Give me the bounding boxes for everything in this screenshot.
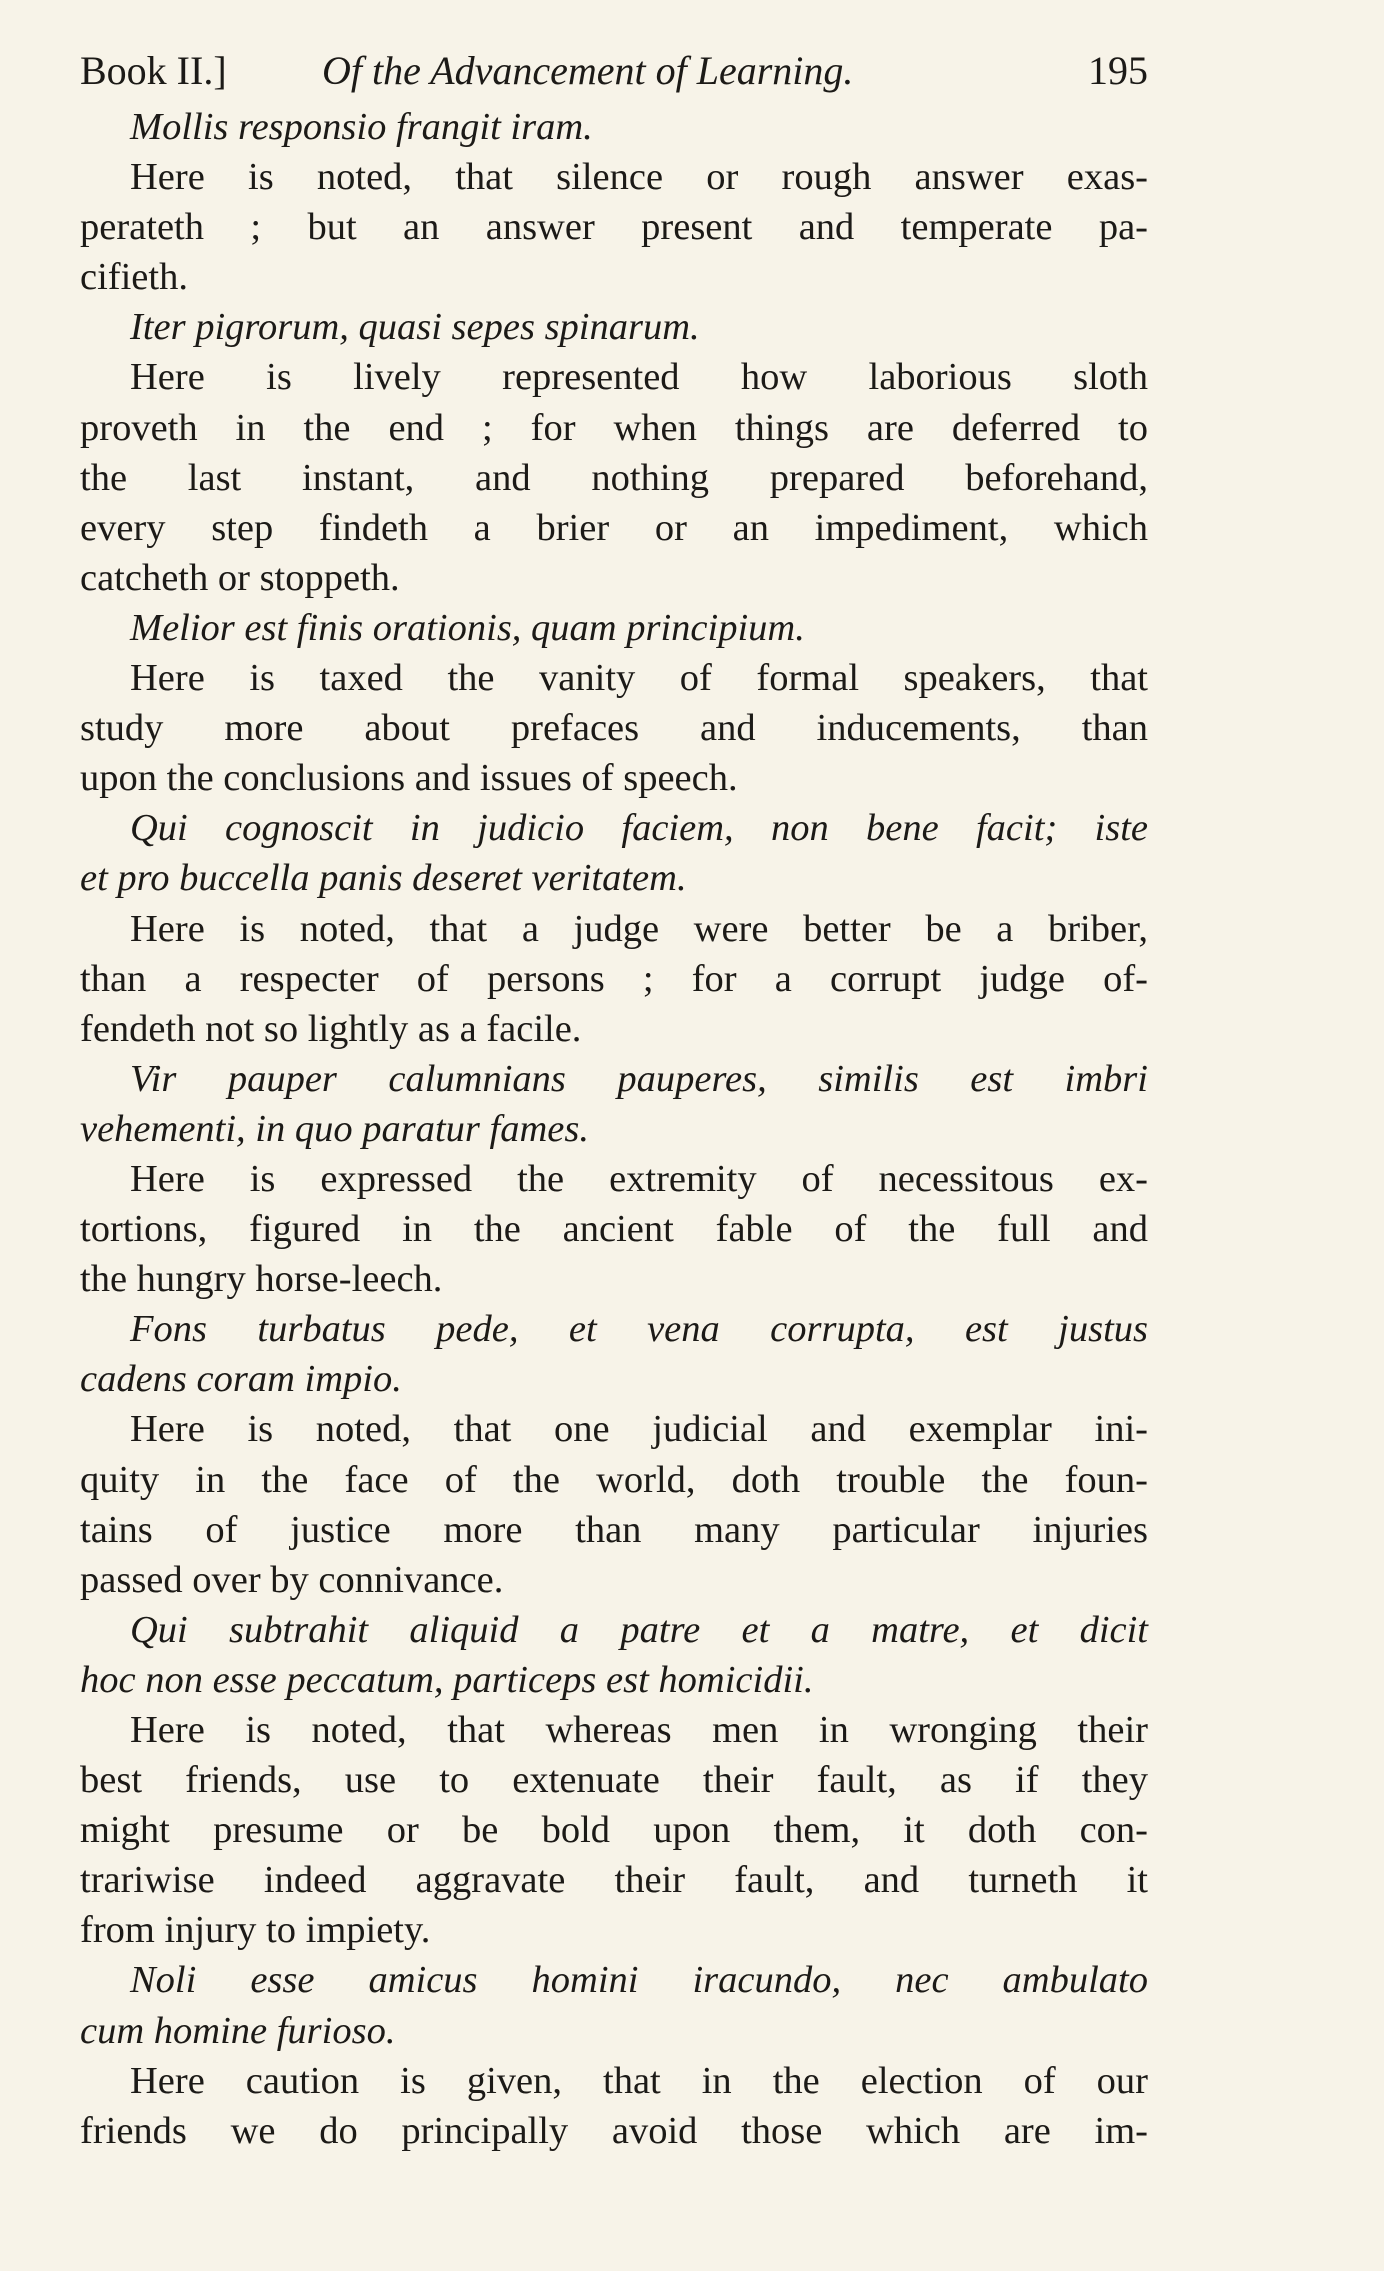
book-label: Book II.] — [80, 48, 227, 93]
latin-proverb-line: vehementi, in quo paratur fames. — [80, 1107, 589, 1150]
text-line: passed over by connivance. — [80, 1558, 504, 1601]
latin-proverb-line: Fons turbatus pede, et vena corrupta, est justus — [130, 1308, 1148, 1351]
running-title: Of the Advancement of Learning. — [322, 48, 854, 93]
latin-proverb-line: Qui cognoscit in judicio faciem, non bene facit; iste — [130, 807, 1148, 850]
text-line: quity in the face of the world, doth trouble the foun- — [80, 1458, 1148, 1501]
text-line: Here is expressed the extremity of necessitous ex- — [130, 1157, 1148, 1200]
text-line: Here is lively represented how laborious sloth — [130, 356, 1148, 399]
text-line: from injury to impiety. — [80, 1909, 431, 1952]
book-page — [80, 40, 1148, 2156]
text-line: Here is taxed the vanity of formal speakers, that — [130, 657, 1148, 700]
text-line: tains of justice more than many particular injuries — [80, 1508, 1148, 1551]
text-line: study more about prefaces and inducements, than — [80, 707, 1148, 750]
running-header — [80, 40, 1148, 102]
text-line: upon the conclusions and issues of speech. — [80, 757, 738, 800]
latin-proverb-line: hoc non esse peccatum, particeps est homicidii. — [80, 1658, 814, 1701]
text-line: the last instant, and nothing prepared beforehand, — [80, 456, 1148, 499]
latin-proverb-line: Vir pauper calumnians pauperes, similis est imbri — [130, 1057, 1148, 1100]
text-line: tortions, figured in the ancient fable of the full and — [80, 1208, 1148, 1251]
page-number: 195 — [1088, 48, 1148, 93]
text-line: Here is noted, that one judicial and exemplar ini- — [130, 1408, 1148, 1451]
latin-proverb-line: cadens coram impio. — [80, 1358, 402, 1401]
text-line: every step findeth a brier or an impediment, which — [80, 506, 1148, 549]
text-line: the hungry horse-leech. — [80, 1258, 443, 1301]
body-text — [80, 102, 1148, 2156]
text-line: best friends, use to extenuate their fault, as if they — [80, 1759, 1148, 1802]
text-line: Here caution is given, that in the election of our — [130, 2059, 1148, 2102]
latin-proverb-line: Noli esse amicus homini iracundo, nec ambulato — [130, 1959, 1148, 2002]
text-line: than a respecter of persons ; for a corrupt judge of- — [80, 957, 1148, 1000]
text-line: friends we do principally avoid those which are im- — [80, 2109, 1148, 2152]
text-line: cifieth. — [80, 256, 188, 299]
text-line: perateth ; but an answer present and temperate pa- — [80, 206, 1148, 249]
latin-proverb-line: Iter pigrorum, quasi sepes spinarum. — [130, 306, 700, 349]
text-line: catcheth or stoppeth. — [80, 556, 400, 599]
latin-proverb-line: cum homine furioso. — [80, 2009, 396, 2052]
latin-proverb-line: Qui subtrahit aliquid a patre et a matre, et dicit — [130, 1608, 1148, 1651]
latin-proverb-line: Mollis responsio frangit iram. — [130, 106, 593, 148]
text-line: Here is noted, that a judge were better be a briber, — [130, 907, 1148, 950]
text-line: trariwise indeed aggravate their fault, and turneth it — [80, 1859, 1148, 1902]
text-line: might presume or be bold upon them, it doth con- — [80, 1809, 1148, 1852]
text-line: Here is noted, that whereas men in wronging their — [130, 1709, 1148, 1751]
text-line: fendeth not so lightly as a facile. — [80, 1007, 582, 1050]
text-line: Here is noted, that silence or rough answer exas- — [130, 156, 1148, 199]
text-line: proveth in the end ; for when things are deferred to — [80, 406, 1148, 449]
latin-proverb-line: et pro buccella panis deseret veritatem. — [80, 857, 687, 900]
latin-proverb-line: Melior est finis orationis, quam principium. — [130, 606, 805, 649]
